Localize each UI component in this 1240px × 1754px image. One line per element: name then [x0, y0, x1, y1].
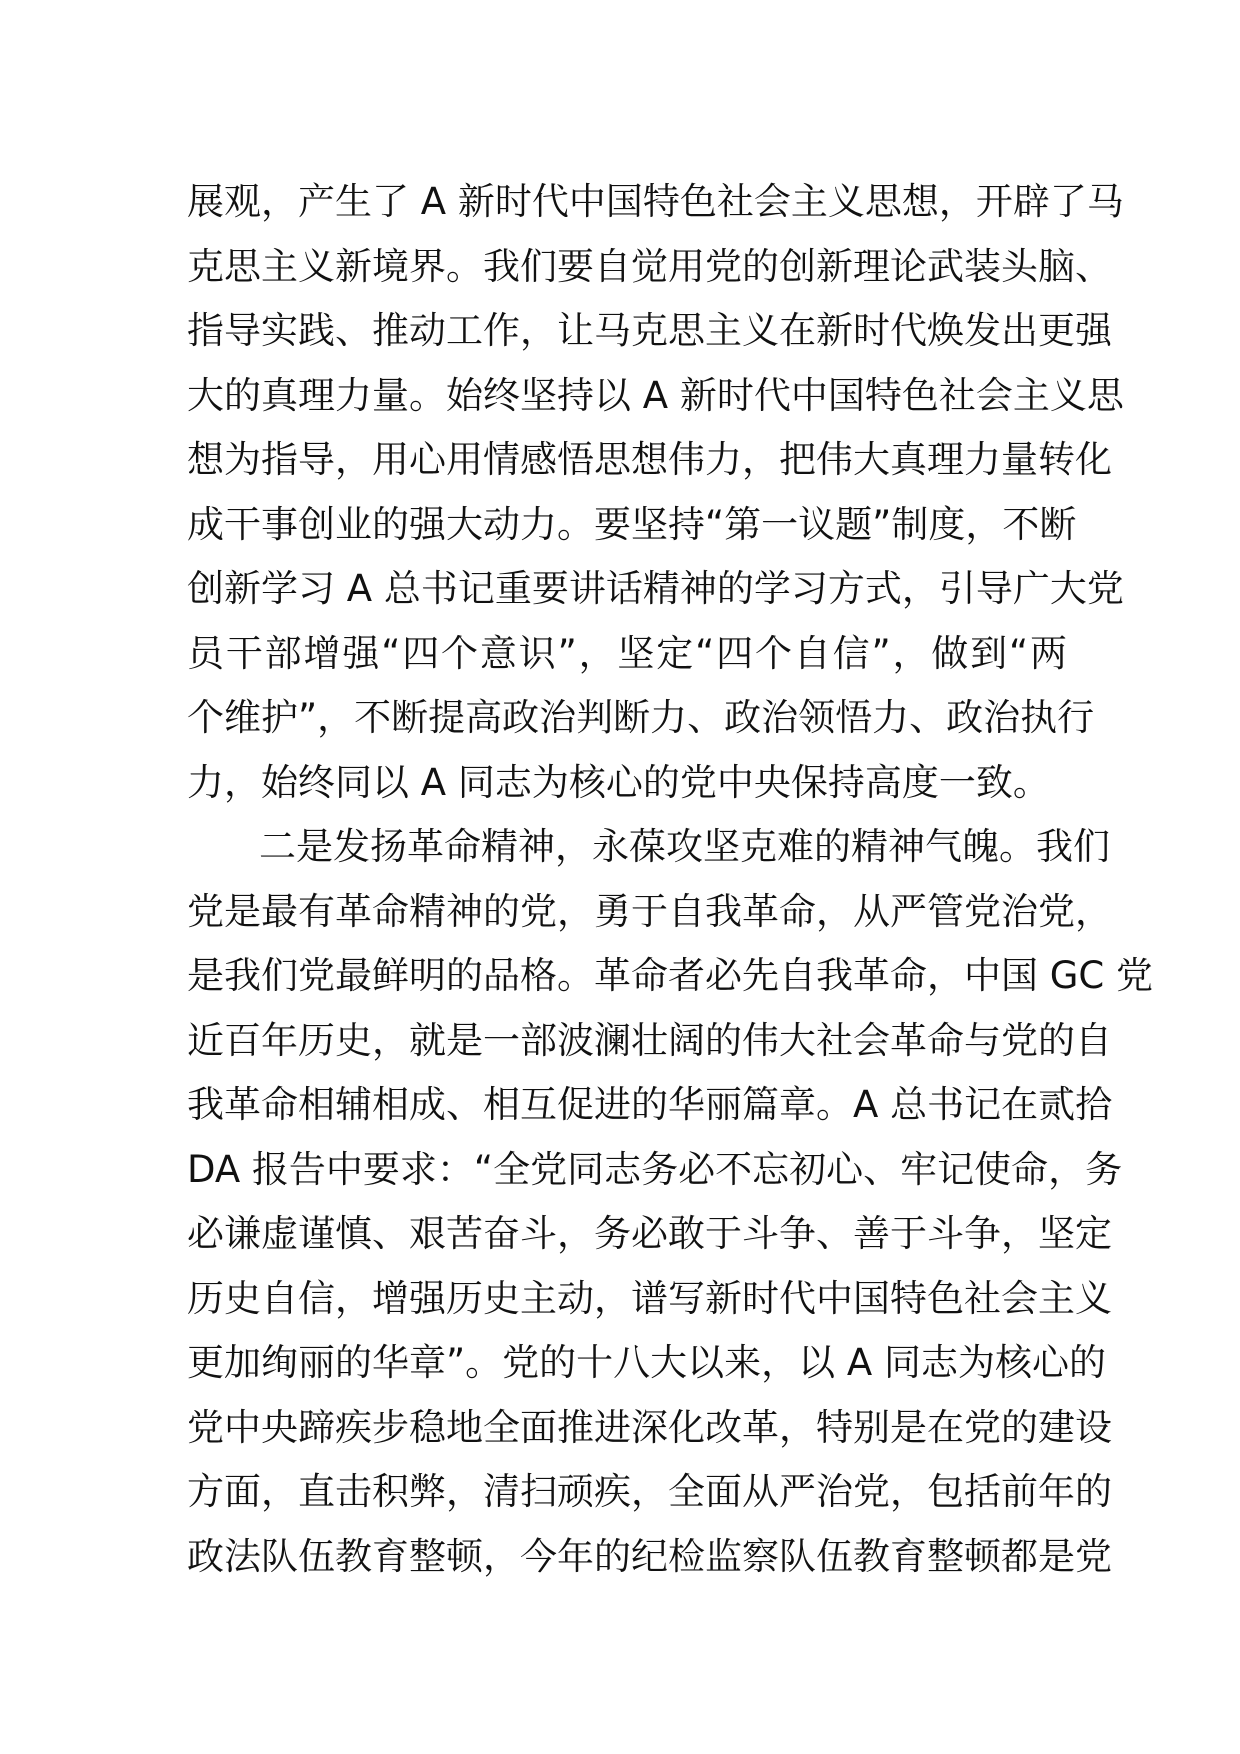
- text-line: 力，始终同以 A 同志为核心的党中央保持高度一致。: [187, 760, 1050, 804]
- text-line: 更加绚丽的华章”。党的十八大以来，以 A 同志为核心的: [187, 1341, 1107, 1384]
- text-line: 政法队伍教育整顿，今年的纪检监察队伍教育整顿都是党: [187, 1534, 1112, 1578]
- text-line: 是我们党最鲜明的品格。革命者必先自我革命，中国 GC 党: [187, 954, 1154, 997]
- text-line: 党是最有革命精神的党，勇于自我革命，从严管党治党，: [187, 889, 1112, 933]
- text-line: 指导实践、推动工作，让马克思主义在新时代焕发出更强: [187, 309, 1112, 352]
- text-line: 员干部增强“四个意识”，坚定“四个自信”，做到“两: [187, 631, 1067, 675]
- text-line: 我革命相辅相成、相互促进的华丽篇章。A 总书记在贰拾: [187, 1083, 1113, 1126]
- text-line: 方面，直击积弊，清扫顽疾，全面从严治党，包括前年的: [187, 1470, 1112, 1513]
- text-line: 成干事创业的强大动力。要坚持“第一议题”制度，不断: [187, 502, 1077, 546]
- text-line: 近百年历史，就是一部波澜壮阔的伟大社会革命与党的自: [187, 1018, 1112, 1062]
- text-line: 二是发扬革命精神，永葆攻坚克难的精神气魄。我们: [259, 825, 1110, 868]
- text-line: 大的真理力量。始终坚持以 A 新时代中国特色社会主义思: [187, 373, 1124, 417]
- text-line: 必谦虚谨慎、艰苦奋斗，务必敢于斗争、善于斗争，坚定: [187, 1212, 1112, 1255]
- text-line: 历史自信，增强历史主动，谱写新时代中国特色社会主义: [187, 1276, 1112, 1320]
- text-line: 创新学习 A 总书记重要讲话精神的学习方式，引导广大党: [187, 567, 1124, 610]
- text-line: 个维护”，不断提高政治判断力、政治领悟力、政治执行: [187, 696, 1095, 739]
- text-line: 克思主义新境界。我们要自觉用党的创新理论武装头脑、: [187, 244, 1112, 288]
- text-line: 展观，产生了 A 新时代中国特色社会主义思想，开辟了马: [187, 180, 1124, 223]
- text-line: 想为指导，用心用情感悟思想伟力，把伟大真理力量转化: [187, 438, 1112, 481]
- body-text: [187, 170, 1154, 1589]
- text-line: DA 报告中要求：“全党同志务必不忘初心、牢记使命，务: [187, 1147, 1123, 1191]
- text-line: 党中央蹄疾步稳地全面推进深化改革，特别是在党的建设: [187, 1405, 1112, 1449]
